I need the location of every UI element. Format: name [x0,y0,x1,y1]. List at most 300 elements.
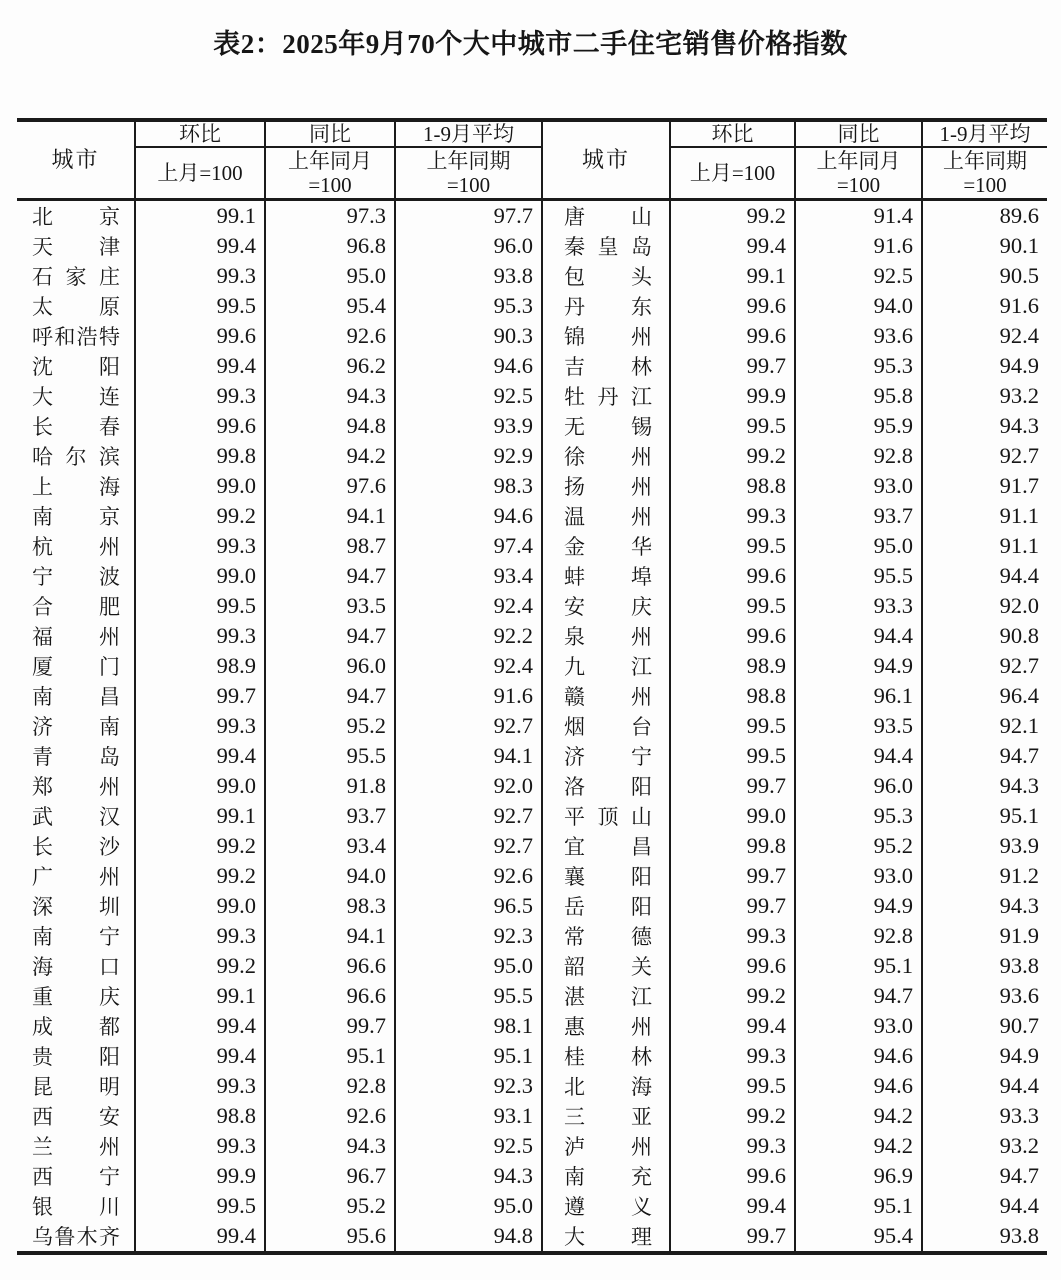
header-subline: 上年同期 [943,149,1027,173]
city-cell-left [17,1221,135,1253]
yoy-value-left: 95.2 [265,1191,395,1221]
mom-value-right: 98.8 [670,471,795,501]
city-name: 济南 [32,715,120,739]
yoy-value-right: 92.8 [795,921,922,951]
avg-value-left: 91.6 [395,681,542,711]
city-cell-left [17,951,135,981]
header-subline: 上月=100 [689,161,776,185]
yoy-value-left: 94.3 [265,381,395,411]
table-row [17,951,1047,981]
table-row [17,1071,1047,1101]
city-name: 惠州 [564,1015,652,1039]
yoy-value-right: 93.6 [795,321,922,351]
yoy-value-left: 92.8 [265,1071,395,1101]
city-name: 北京 [32,205,120,229]
city-name: 石家庄 [32,265,120,289]
yoy-value-right: 95.1 [795,1191,922,1221]
mom-value-right: 99.7 [670,891,795,921]
city-name: 长沙 [32,835,120,859]
city-cell-right [542,291,670,321]
city-cell-left [17,351,135,381]
city-name: 银川 [32,1195,120,1219]
yoy-value-right: 95.2 [795,831,922,861]
city-name: 哈尔滨 [32,445,120,469]
city-cell-right [542,200,670,232]
city-cell-right [542,951,670,981]
mom-value-right: 99.6 [670,1161,795,1191]
yoy-value-right: 91.6 [795,231,922,261]
city-name: 大连 [32,385,120,409]
mom-value-left: 99.4 [135,741,265,771]
city-cell-right [542,861,670,891]
yoy-value-left: 94.7 [265,621,395,651]
mom-value-left: 99.6 [135,321,265,351]
avg-value-left: 92.7 [395,801,542,831]
city-name: 福州 [32,625,120,649]
city-cell-left [17,651,135,681]
avg-value-right: 94.9 [922,1041,1047,1071]
mom-value-left: 99.3 [135,711,265,741]
yoy-value-left: 94.7 [265,681,395,711]
avg-value-left: 92.7 [395,711,542,741]
yoy-value-left: 97.6 [265,471,395,501]
avg-value-right: 91.7 [922,471,1047,501]
mom-value-right: 99.3 [670,1041,795,1071]
yoy-value-left: 96.8 [265,231,395,261]
city-cell-right [542,621,670,651]
mom-value-right: 99.2 [670,1101,795,1131]
yoy-value-right: 94.9 [795,651,922,681]
city-name: 南京 [32,505,120,529]
city-cell-left [17,411,135,441]
yoy-value-right: 94.0 [795,291,922,321]
yoy-value-left: 98.3 [265,891,395,921]
city-cell-right [542,441,670,471]
avg-value-right: 93.8 [922,951,1047,981]
city-cell-right [542,1161,670,1191]
city-cell-left [17,1101,135,1131]
yoy-value-right: 92.5 [795,261,922,291]
header-avg-base-left [395,147,542,200]
header-mom-base-right [670,147,795,200]
city-name: 南昌 [32,685,120,709]
mom-value-left: 99.3 [135,1071,265,1101]
table-row [17,651,1047,681]
mom-value-left: 99.6 [135,411,265,441]
header-avg-left: 1-9月平均 [395,120,542,147]
yoy-value-right: 93.0 [795,471,922,501]
mom-value-right: 99.2 [670,200,795,232]
header-subline: 上年同月 [288,149,372,173]
header-city-left: 城市 [17,120,135,200]
table-row [17,471,1047,501]
mom-value-right: 99.2 [670,981,795,1011]
table-row [17,321,1047,351]
city-name: 南充 [564,1165,652,1189]
mom-value-left: 99.1 [135,801,265,831]
table-row [17,981,1047,1011]
avg-value-left: 93.4 [395,561,542,591]
avg-value-left: 96.5 [395,891,542,921]
mom-value-left: 99.3 [135,261,265,291]
city-cell-right [542,381,670,411]
city-name: 长春 [32,415,120,439]
price-index-table [17,118,1047,1255]
city-cell-right [542,561,670,591]
city-name: 兰州 [32,1135,120,1159]
yoy-value-left: 99.7 [265,1011,395,1041]
table-row [17,351,1047,381]
mom-value-left: 99.0 [135,471,265,501]
yoy-value-left: 94.0 [265,861,395,891]
mom-value-right: 99.6 [670,321,795,351]
table-row [17,711,1047,741]
avg-value-right: 94.4 [922,561,1047,591]
avg-value-right: 93.8 [922,1221,1047,1253]
avg-value-left: 92.6 [395,861,542,891]
header-avg-base-right [922,147,1047,200]
avg-value-right: 91.9 [922,921,1047,951]
avg-value-right: 92.7 [922,441,1047,471]
header-subline: =100 [308,173,352,197]
avg-value-left: 94.1 [395,741,542,771]
city-cell-left [17,861,135,891]
city-name: 青岛 [32,745,120,769]
mom-value-right: 98.8 [670,681,795,711]
city-name: 呼和浩特 [32,325,120,349]
mom-value-right: 98.9 [670,651,795,681]
header-subline: 上年同期 [426,149,511,173]
mom-value-left: 99.0 [135,771,265,801]
table-row [17,501,1047,531]
city-name: 大理 [564,1225,652,1249]
avg-value-right: 91.2 [922,861,1047,891]
mom-value-right: 99.6 [670,621,795,651]
yoy-value-right: 94.7 [795,981,922,1011]
yoy-value-left: 94.3 [265,1131,395,1161]
yoy-value-right: 95.4 [795,1221,922,1253]
city-name: 桂林 [564,1045,652,1069]
avg-value-right: 89.6 [922,200,1047,232]
city-cell-right [542,531,670,561]
yoy-value-left: 94.8 [265,411,395,441]
avg-value-left: 92.3 [395,1071,542,1101]
yoy-value-left: 98.7 [265,531,395,561]
avg-value-left: 98.1 [395,1011,542,1041]
header-mom-base-left [135,147,265,200]
city-cell-left [17,1011,135,1041]
avg-value-left: 92.4 [395,591,542,621]
mom-value-left: 99.7 [135,681,265,711]
city-cell-left [17,621,135,651]
mom-value-left: 99.1 [135,981,265,1011]
city-cell-right [542,711,670,741]
mom-value-right: 99.1 [670,261,795,291]
avg-value-right: 91.1 [922,501,1047,531]
mom-value-right: 99.9 [670,381,795,411]
city-cell-left [17,200,135,232]
mom-value-right: 99.0 [670,801,795,831]
mom-value-right: 99.6 [670,561,795,591]
mom-value-right: 99.6 [670,951,795,981]
yoy-value-right: 94.6 [795,1041,922,1071]
city-name: 平顶山 [564,805,652,829]
mom-value-left: 99.5 [135,591,265,621]
yoy-value-right: 93.3 [795,591,922,621]
mom-value-left: 98.9 [135,651,265,681]
header-city-right: 城市 [542,120,670,200]
table-row [17,621,1047,651]
avg-value-left: 92.5 [395,1131,542,1161]
mom-value-right: 99.5 [670,741,795,771]
city-name: 徐州 [564,445,652,469]
avg-value-right: 91.6 [922,291,1047,321]
avg-value-right: 90.1 [922,231,1047,261]
city-cell-right [542,1221,670,1253]
city-name: 杭州 [32,535,120,559]
city-name: 牡丹江 [564,385,652,409]
avg-value-right: 90.5 [922,261,1047,291]
avg-value-left: 95.3 [395,291,542,321]
city-name: 蚌埠 [564,565,652,589]
avg-value-left: 93.8 [395,261,542,291]
city-cell-right [542,801,670,831]
city-cell-right [542,321,670,351]
city-cell-left [17,801,135,831]
city-cell-left [17,471,135,501]
avg-value-left: 90.3 [395,321,542,351]
yoy-value-right: 93.5 [795,711,922,741]
avg-value-left: 95.0 [395,951,542,981]
table-row [17,831,1047,861]
city-name: 深圳 [32,895,120,919]
city-name: 西宁 [32,1165,120,1189]
yoy-value-right: 95.9 [795,411,922,441]
yoy-value-right: 93.0 [795,861,922,891]
header-subline: 上年同月 [816,149,901,173]
yoy-value-right: 95.5 [795,561,922,591]
city-name: 合肥 [32,595,120,619]
city-name: 北海 [564,1075,652,1099]
city-name: 成都 [32,1015,120,1039]
mom-value-left: 99.4 [135,231,265,261]
yoy-value-right: 94.2 [795,1131,922,1161]
city-name: 上海 [32,475,120,499]
header-subline: =100 [963,173,1007,197]
mom-value-right: 99.5 [670,531,795,561]
mom-value-right: 99.6 [670,291,795,321]
city-cell-left [17,771,135,801]
avg-value-left: 94.8 [395,1221,542,1253]
city-cell-right [542,261,670,291]
page-title: 表2：2025年9月70个大中城市二手住宅销售价格指数 [213,29,848,59]
mom-value-right: 99.7 [670,351,795,381]
city-cell-right [542,411,670,441]
yoy-value-left: 93.4 [265,831,395,861]
city-name: 扬州 [564,475,652,499]
mom-value-left: 99.4 [135,351,265,381]
table-row [17,741,1047,771]
city-cell-left [17,1131,135,1161]
yoy-value-right: 95.8 [795,381,922,411]
table-row [17,801,1047,831]
city-cell-left [17,1191,135,1221]
yoy-value-right: 92.8 [795,441,922,471]
yoy-value-left: 91.8 [265,771,395,801]
city-name: 九江 [564,655,652,679]
yoy-value-right: 94.4 [795,741,922,771]
yoy-value-left: 93.7 [265,801,395,831]
yoy-value-right: 95.3 [795,801,922,831]
city-name: 南宁 [32,925,120,949]
avg-value-right: 93.2 [922,381,1047,411]
city-name: 包头 [564,265,652,289]
yoy-value-right: 96.1 [795,681,922,711]
page [0,26,1061,1280]
city-cell-right [542,891,670,921]
table-row [17,561,1047,591]
yoy-value-right: 94.9 [795,891,922,921]
mom-value-left: 98.8 [135,1101,265,1131]
table-row [17,861,1047,891]
city-cell-right [542,231,670,261]
yoy-value-left: 96.2 [265,351,395,381]
city-name: 秦皇岛 [564,235,652,259]
header-mom-right: 环比 [670,120,795,147]
yoy-value-right: 96.0 [795,771,922,801]
avg-value-left: 92.3 [395,921,542,951]
mom-value-right: 99.5 [670,591,795,621]
mom-value-left: 99.4 [135,1041,265,1071]
mom-value-left: 99.4 [135,1221,265,1253]
mom-value-right: 99.4 [670,231,795,261]
city-cell-right [542,1041,670,1071]
city-cell-right [542,981,670,1011]
avg-value-right: 91.1 [922,531,1047,561]
city-cell-left [17,831,135,861]
table-row [17,891,1047,921]
city-name: 丹东 [564,295,652,319]
city-cell-left [17,381,135,411]
city-name: 湛江 [564,985,652,1009]
city-name: 洛阳 [564,775,652,799]
avg-value-right: 94.3 [922,411,1047,441]
city-name: 安庆 [564,595,652,619]
avg-value-left: 93.9 [395,411,542,441]
yoy-value-left: 94.1 [265,501,395,531]
yoy-value-left: 95.1 [265,1041,395,1071]
header-yoy-base-right [795,147,922,200]
city-cell-right [542,771,670,801]
mom-value-right: 99.7 [670,1221,795,1253]
city-cell-left [17,261,135,291]
avg-value-left: 95.1 [395,1041,542,1071]
yoy-value-left: 94.2 [265,441,395,471]
table-row [17,591,1047,621]
header-yoy-left: 同比 [265,120,395,147]
table-row [17,1011,1047,1041]
table-row [17,771,1047,801]
table-row [17,921,1047,951]
mom-value-left: 99.3 [135,531,265,561]
city-cell-right [542,651,670,681]
mom-value-left: 99.3 [135,1131,265,1161]
city-name: 重庆 [32,985,120,1009]
city-cell-right [542,501,670,531]
yoy-value-right: 95.3 [795,351,922,381]
avg-value-right: 95.1 [922,801,1047,831]
table-row [17,1191,1047,1221]
yoy-value-left: 96.6 [265,981,395,1011]
yoy-value-left: 94.1 [265,921,395,951]
city-cell-right [542,351,670,381]
mom-value-left: 99.5 [135,1191,265,1221]
city-name: 岳阳 [564,895,652,919]
avg-value-right: 92.7 [922,651,1047,681]
city-cell-right [542,591,670,621]
mom-value-right: 99.3 [670,921,795,951]
city-name: 韶关 [564,955,652,979]
avg-value-left: 95.0 [395,1191,542,1221]
avg-value-right: 96.4 [922,681,1047,711]
mom-value-right: 99.8 [670,831,795,861]
city-name: 武汉 [32,805,120,829]
mom-value-right: 99.5 [670,711,795,741]
avg-value-right: 90.8 [922,621,1047,651]
city-name: 襄阳 [564,865,652,889]
header-mom-left: 环比 [135,120,265,147]
mom-value-left: 99.5 [135,291,265,321]
avg-value-left: 92.5 [395,381,542,411]
city-name: 赣州 [564,685,652,709]
header-subline: =100 [836,173,881,197]
city-cell-left [17,441,135,471]
mom-value-left: 99.2 [135,501,265,531]
avg-value-right: 93.9 [922,831,1047,861]
city-cell-left [17,501,135,531]
city-name: 吉林 [564,355,652,379]
yoy-value-left: 96.7 [265,1161,395,1191]
avg-value-right: 94.3 [922,891,1047,921]
header-yoy-right: 同比 [795,120,922,147]
avg-value-right: 92.1 [922,711,1047,741]
mom-value-left: 99.9 [135,1161,265,1191]
table-row [17,1041,1047,1071]
mom-value-right: 99.3 [670,1131,795,1161]
avg-value-right: 94.4 [922,1071,1047,1101]
mom-value-right: 99.3 [670,501,795,531]
header-row-base [17,147,1047,200]
yoy-value-left: 92.6 [265,321,395,351]
city-name: 烟台 [564,715,652,739]
table-row [17,291,1047,321]
city-name: 太原 [32,295,120,319]
city-name: 唐山 [564,205,652,229]
table-row [17,231,1047,261]
yoy-value-left: 96.0 [265,651,395,681]
avg-value-right: 93.2 [922,1131,1047,1161]
header-row-groups [17,120,1047,147]
mom-value-left: 99.0 [135,891,265,921]
yoy-value-left: 95.2 [265,711,395,741]
mom-value-right: 99.5 [670,411,795,441]
city-name: 乌鲁木齐 [32,1225,120,1249]
yoy-value-right: 96.9 [795,1161,922,1191]
city-cell-right [542,1131,670,1161]
city-cell-right [542,681,670,711]
city-cell-left [17,1161,135,1191]
header-yoy-base-left [265,147,395,200]
